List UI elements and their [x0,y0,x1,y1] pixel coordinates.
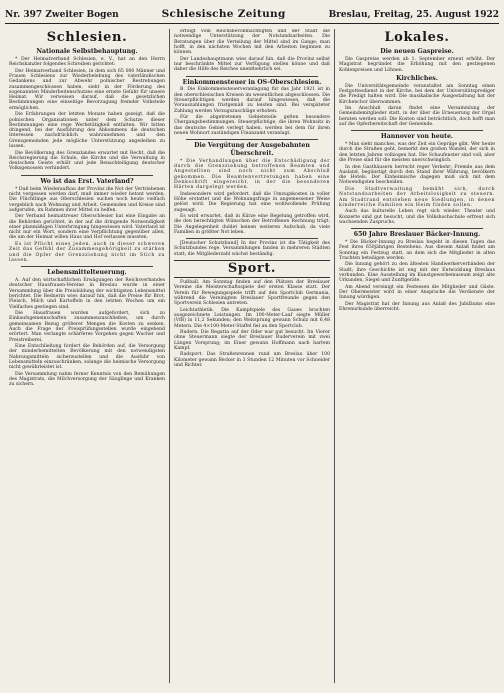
article-paragraph: Die Bevölkerung des Grenzlandes erwartet mit Recht, daß die Reichsregierung die Schule, die Kirche und die Verwaltung in deutschem Geiste erhält und jede Benachteiligung deutscher Volksgenossen verhindert. [9,150,165,172]
article-paragraph: Die Innung gehört zu den ältesten Handwerkerverbänden der Stadt; ihre Geschichte ist eng mit der Entwicklung Breslaus verbunden. Eine Ausstellung im Kunstgewerbemuseum zeigt alte Urkunden, Siegel und Zunftgeräte. [339,262,495,284]
article-paragraph: B. Die Einkommensteuerveranlagung für das Jahr 1921 ist in den oberschlesischen Kreisen im wesentlichen abgeschlossen. Die Steuerpflichtigen werden darauf hingewiesen, daß die Vorauszahlungen fristgemäß zu leisten sind. Bei verspäteter Zahlung werden Verzugszuschläge erhoben. [174,87,330,114]
article-paragraph: Eine Entschließung fordert die Behörden auf, die Versorgung der minderbemittelten Bevölkerung mit den notwendigsten Nahrungsmitteln sicherzustellen und die Ausfuhr von Lebensmitteln einzuschränken, solange die heimische Versorgung nicht gewährleistet ist. [9,343,165,371]
article-paragraph: A. Auf den wirtschaftlichen Erwägungen der Reichsverbandes deutscher Hausfrauen-Vereine in Breslau wurde in einer Versammlung über die Preisbildung der wichtigsten Lebensmittel berichtet. Die Rednerin wies darauf hin, daß die Preise für Brot, Fleisch, Milch und Kartoffeln in den letzten Wochen um ein Vielfaches gestiegen sind. [9,278,165,310]
section-title-schlesien: Schlesien. [46,30,128,45]
article-paragraph: Die Erfahrungen der letzten Monate haben gezeigt, daß die polnischen Organisationen unter dem Schutze dieser Bestimmungen eine rege Werbetätigkeit entfalten. Wir bitten dringend, bei der Ausführung des Abkommens die deutschen Interessen nachdrücklich wahrzunehmen und den Grenzgemeinden jede mögliche Unterstützung angedeihen zu lassen. [9,112,165,150]
sport-paragraph: Fußball. Am Sonntag finden auf den Plätzen der Breslauer Vereine die Meisterschaftsspiele der ersten Klasse statt. Der Verein für Bewegungsspiele trifft auf den Sportclub Germania, während die Vereinigten Breslauer Sportfreunde gegen den Sportverein Schlesien antreten. [174,280,330,307]
divider [21,175,153,176]
article-lead: Die Gaspreise werden ab 1. September erneut erhöht. Der Magistrat begründet die Erhöhung mit den gestiegenen Kohlenpreisen und Löhnen. [339,56,495,73]
masthead [5,5,499,24]
article-heading: Nationale Selbstbehauptung. [36,48,138,55]
article-paragraph: Auch das kulturelle Leben regt sich wieder. Theater und Konzerte sind gut besucht, und die Volkshochschule erfreut sich wachsenden Zuspruchs. [339,209,495,225]
article-paragraph: Im Anschluß daran findet eine Versammlung der Gemeindemitglieder statt, in der über die Erneuerung der Orgel beraten werden soll. Die Kosten sind beträchtlich, doch hofft man auf die Opferbereitschaft der Gemeinde. [339,106,495,127]
divider [186,76,318,77]
column-3 [335,29,499,683]
column-1 [5,29,170,683]
article-paragraph: Die Hausfrauen wurden aufgefordert, sich zu Einkaufsgemeinschaften zusammenzuschließen, um durch gemeinsamen Bezug größerer Mengen die Kosten zu senken. Auch die Frage der Preisprüfungsstellen wurde eingehend erörtert. Man verlangte schärferes Vorgehen gegen Wucher und Preistreiberei. [9,311,165,343]
article-heading: Lebensmittelteuerung. [47,269,127,277]
article-paragraph: Der Magistrat hat der Innung aus Anlaß des Jubiläums eine Ehrenurkunde überreicht. [339,301,495,313]
article-paragraph: Die Universitätsgemeinde veranstaltet am Sonntag einen Festgottesdienst in der Kirche, bei dem der Universitätsprediger die Predigt halten wird. Die musikalische Ausgestaltung hat der Kirchenchor übernommen. [339,83,495,105]
paper-title: Schlesische Zeitung [161,8,286,20]
issue-number: Nr. 397 Zweiter Bogen [5,10,119,20]
article-heading: Hannover von heute. [380,133,454,141]
article-paragraph: In den Gasthäusern herrscht reger Verkehr; Fremde aus dem Ausland, begünstigt durch den Stand ihrer Währung, bevölkern die Hotels. Der Einheimische dagegen muß sich mit dem Notwendigsten bescheiden. [339,164,495,186]
newspaper-page [5,5,499,683]
article-heading: Die neuen Gaspreise. [380,48,454,55]
notice-paragraph: [Deutscher Schutzbund] In der Provinz ist die Tätigkeit des Schutzbundes rege. Versammlungen fanden in mehreren Städten statt; die Mitgliederzahl wächst beständig. [174,241,330,257]
dateline: Breslau, Freitag, 25. August 1922 [328,10,499,20]
article-paragraph: Die Versammlung nahm ferner Kenntnis von den Bemühungen des Magistrats, die Milchversorgung der Säuglinge und Kranken zu sichern. [9,371,165,388]
article-paragraph: Insbesondere wird gefordert, daß die Umzugskosten in voller Höhe erstattet und die Wohnungsfrage in angemessener Weise gelöst wird. Die Regierung hat eine wohlwollende Prüfung zugesagt. [174,191,330,213]
article-paragraph: Der Landeshauptmann wies darauf hin, daß die Provinz selbst nur beschränkte Mittel zur Verfügung stellen könne und daß daher die Hilfe des Reiches unentbehrlich sei. [174,56,330,73]
article-heading: Wo ist das Erst. Vaterland? [40,177,134,185]
article-paragraph: Der Verband heimattreuer Oberschlesier hat eine Eingabe an die Behörden gerichtet, in der auf die dringende Notwendigkeit einer planmäßigen Unterbringung hingewiesen wird. Vaterland ist nicht nur ein Wort, sondern eine Verpflichtung gegenüber allen, die um der Heimat willen Haus und Hof verlassen mussten. [9,214,165,241]
divider [351,228,483,229]
section-title-sport: Sport. [174,260,330,278]
article-heading: Kirchliches. [396,74,438,82]
article-heading: 650 Jahre Breslauer Bäcker-Innung. [353,231,481,239]
divider [21,266,153,267]
article-lead: * Der Heimatverband Schlesien, e. V., hat an den Herrn Reichskanzler folgendes Schreiben gerichtet: [9,56,165,68]
sport-paragraph: Leichtathletik. Die Kampfspiele des Gaues brachten ausgezeichnete Leistungen. Im 100-Meter-Lauf siegte Müller (VfB) in 11,2 Sekunden; den Weitsprung gewann Schulz mit 6,48 Metern. Die 4×100-Meter-Staffel fiel an den Sportclub. [174,307,330,329]
article-paragraph: Die Stadtverwaltung bemüht sich, durch Notstandsarbeiten der Arbeitslosigkeit zu steuern. Am Stadtrand entstehen neue Siedlungen, in denen kinderreiche Familien ein Heim finden sollen. [339,186,495,208]
divider [186,139,318,140]
article-paragraph: Es wird erwartet, daß in Kürze eine Regelung getroffen wird, die den berechtigten Wünschen der Betroffenen Rechnung trägt. Die Angelegenheit duldet keinen weiteren Aufschub, da viele Familien in größter Not leben. [174,213,330,235]
sport-paragraph: Rudern. Die Regatta auf der Oder war gut besucht. Im Vierer ohne Steuermann siegte der Breslauer Ruderverein mit zwei Längen Vorsprung; im Einer gewann Hoffmann nach hartem Kampf. [174,330,330,351]
article-heading: Einkommensteuer in OS-Oberschlesien. [182,78,322,86]
article-paragraph: Am Abend vereinigt ein Festessen die Mitglieder und Gäste. Der Obermeister wird in einer Ansprache die Verdienste der Innung würdigen. [339,284,495,301]
section-title-lokales: Lokales. [384,30,450,45]
article-paragraph: Der Heimatverband Schlesien, in dem sich 65 000 Männer und Frauen Schlesiens zur Wiederbelebung des vaterländischen Gedankens und zur Abwehr polnischer Bestrebungen zusammengeschlossen haben, sieht in der Förderung des sogenannten Minderheitenschutzes eine ernste Gefahr für unsere Heimat. Wir verweisen darauf, daß die gesetzlichen Bestimmungen eine einseitige Bevorzugung fremder Volksteile ermöglichen. [9,68,165,111]
article-paragraph: * Die Bäcker-Innung zu Breslau begeht in diesen Tagen das Fest ihres 650jährigen Bestehens. Aus diesem Anlaß findet am Sonntag ein Festzug statt, an dem sich die Mitglieder in alten Trachten beteiligen werden. [339,240,495,261]
divider [186,238,318,239]
article-paragraph: * Man sieht manches, was der Zeit ein Gepräge gibt. Wer heute durch die Straßen geht, bemerkt den großen Wandel, der sich in den letzten Jahren vollzogen hat. Die Schaufenster sind voll, aber die Preise sind für die meisten unerschwinglich. [339,142,495,164]
article-paragraph: * Die Verhandlungen über die Entschädigung der durch die Grenzziehung betroffenen Beamten und Angestellten sind noch nicht zum Abschluß gekommen. Die Beamtenvertretungen haben eine Denkschrift eingereicht, in der die besonderen Härten dargelegt werden. [174,158,330,191]
article-paragraph: * Daß beim Wiederaufbau der Provinz die Not der Vertriebenen nicht vergessen werden darf, muß immer wieder betont werden. Die Flüchtlinge aus Oberschlesien suchen noch heute vielfach vergeblich nach Wohnung und Arbeit. Gemeinden und Kreise sind aufgerufen, im Rahmen ihrer Mittel zu helfen. [9,186,165,213]
article-paragraph: Es ist Pflicht eines jeden, auch in dieser schweren Zeit das Gefühl der Zusammengehörigkeit zu stärken und die Opfer der Grenzziehung nicht im Stich zu lassen. [9,241,165,263]
article-paragraph: erfolgt vom Reichsbevollmächtigten und der Stadt die notwendige Unterstützung der Notstandsarbeiten. Die Beratungen über die Verteilung der Mittel sind im Gange; man hofft, in den nächsten Wochen mit den Arbeiten beginnen zu können. [174,29,330,56]
article-heading: Die Vergütung der Ausgebahnten Überschreit. [194,142,310,157]
column-2 [170,29,335,683]
divider [351,130,483,131]
sport-paragraph: Radsport. Das Straßenrennen rund um Breslau über 100 Kilometer gewann Becker in 3 Stunden 12 Minuten vor Schneider und Richter. [174,352,330,369]
article-paragraph: Für die abgetretenen Gebietsteile gelten besondere Übergangsbestimmungen. Steuerpflichtige, die ihren Wohnsitz in das deutsche Gebiet verlegt haben, werden bei dem für ihren neuen Wohnort zuständigen Finanzamt veranlagt. [174,115,330,137]
columns [5,29,499,683]
